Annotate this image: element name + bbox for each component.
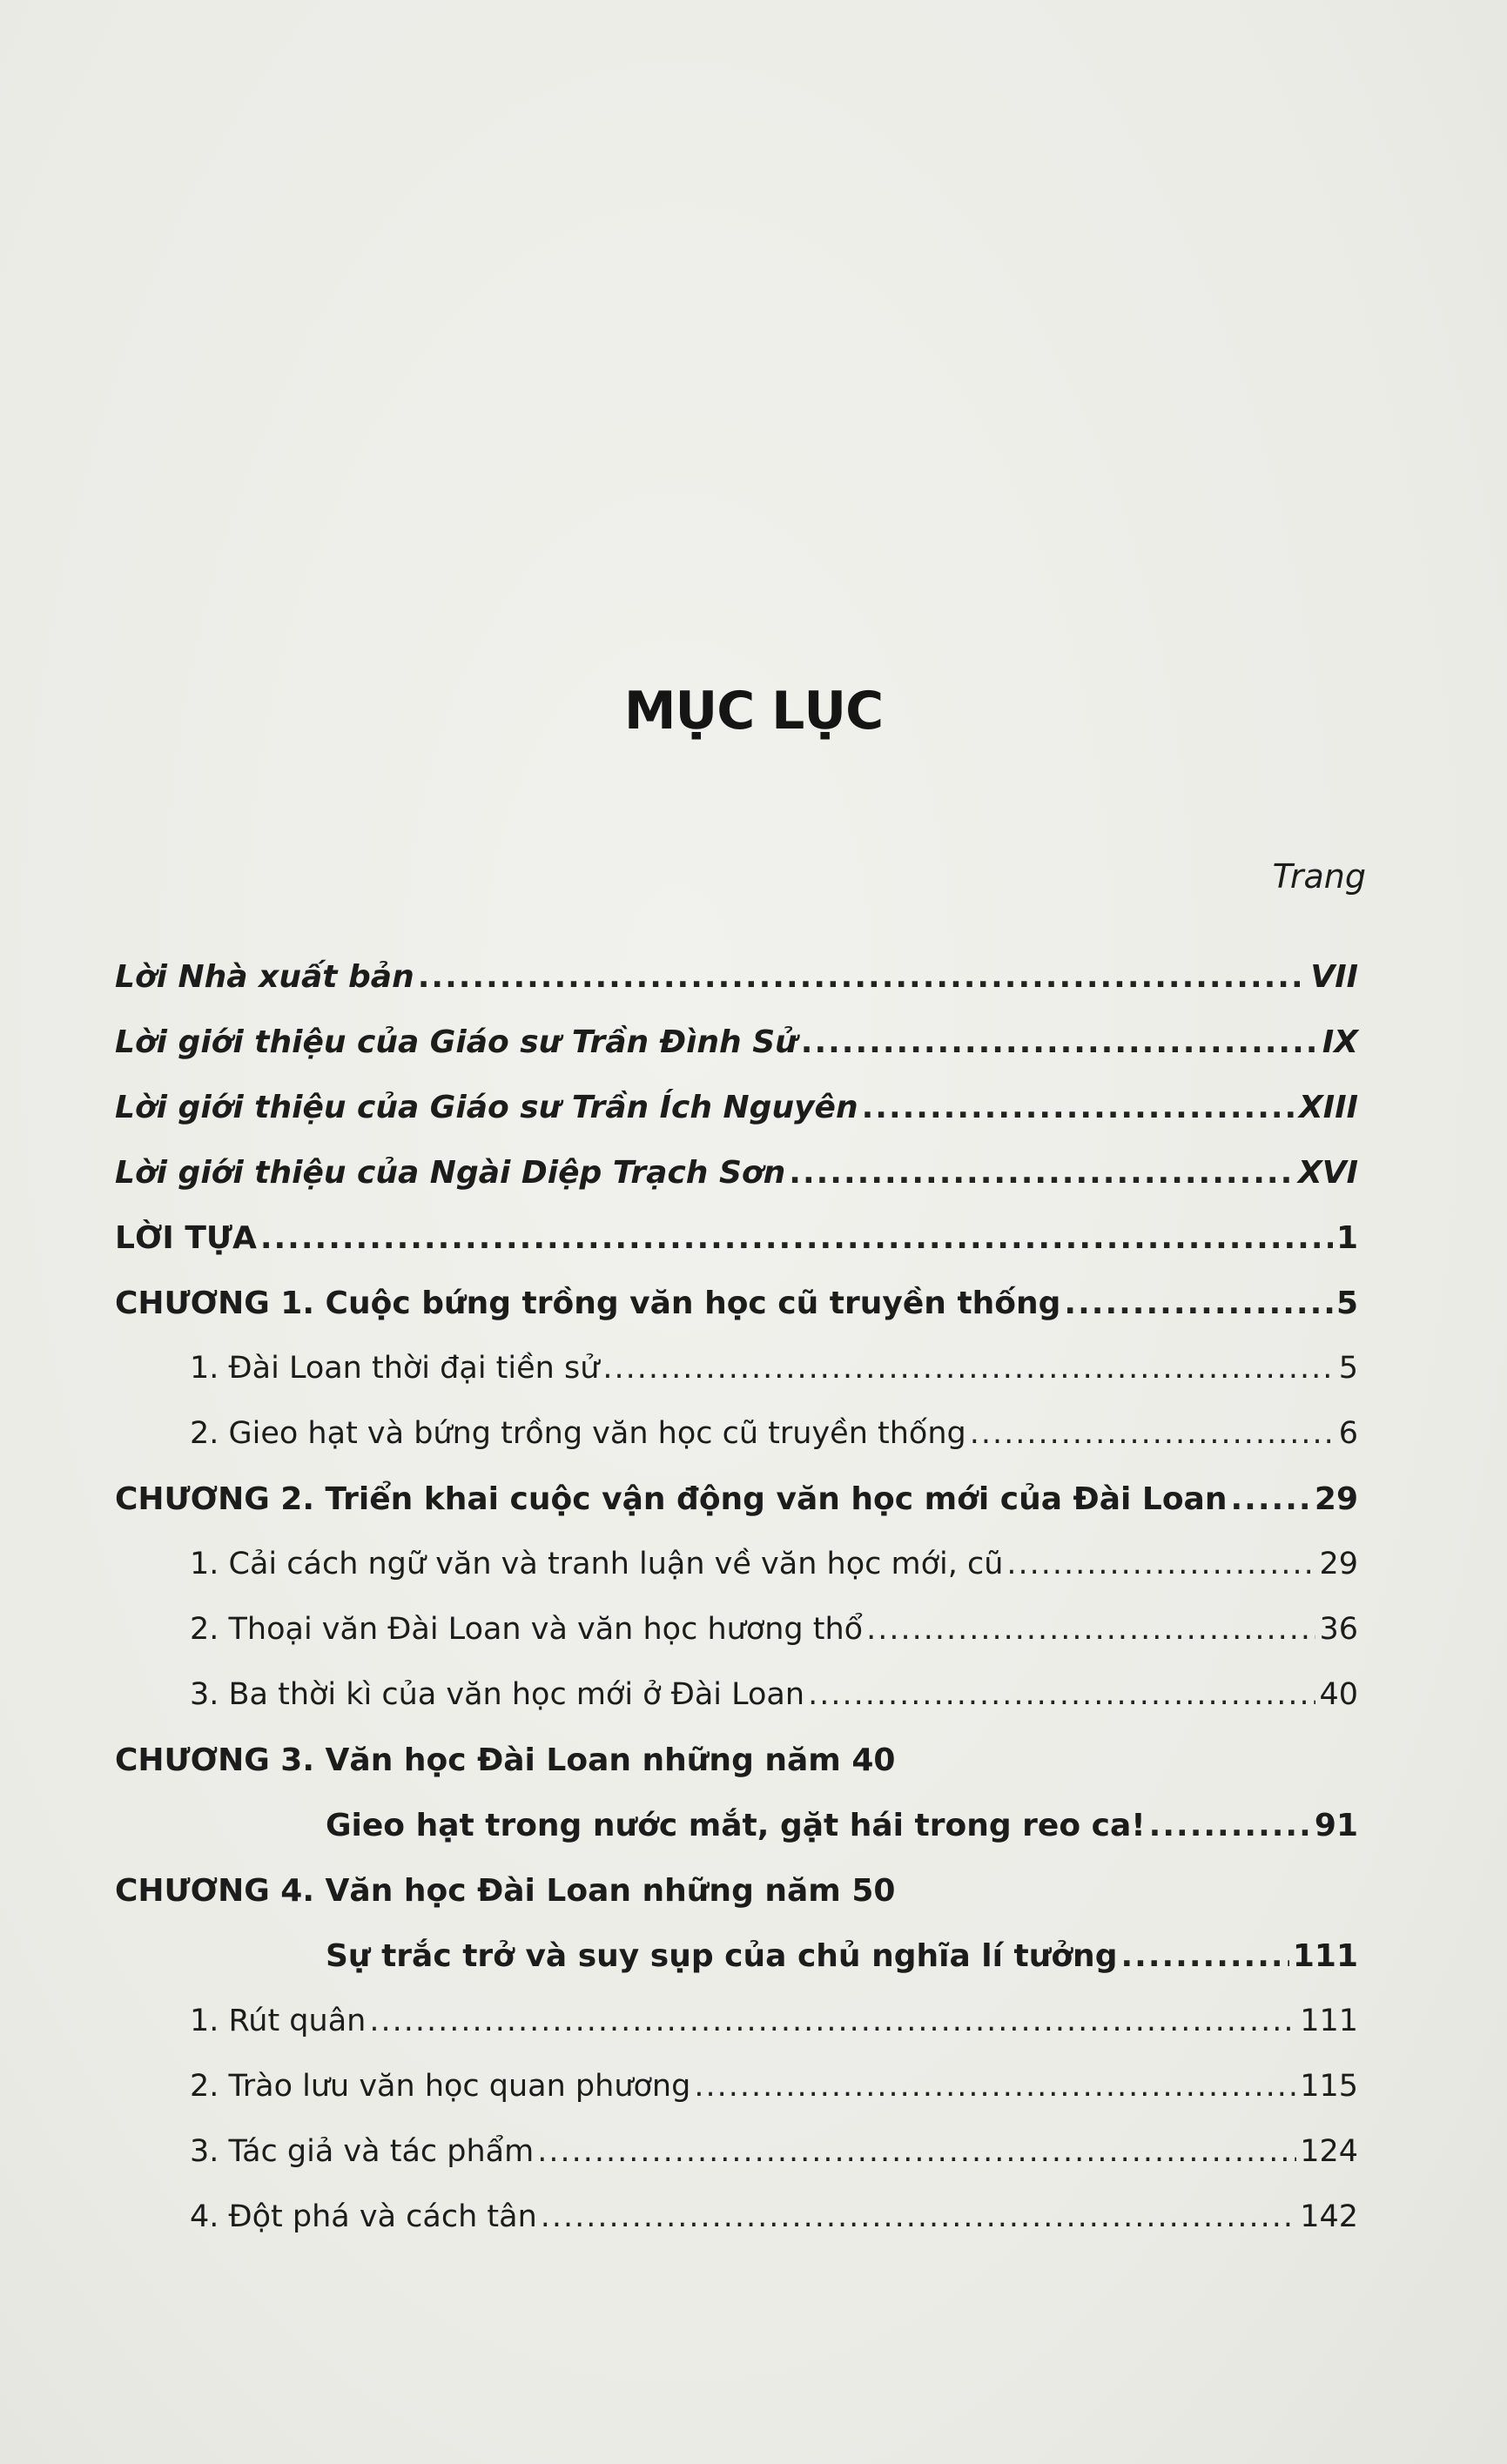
toc-entry-preface[interactable]: [115, 1205, 1358, 1271]
toc-chapter-2[interactable]: [115, 1467, 1358, 1532]
toc-entry-label: 4. Đột phá và cách tân: [190, 2199, 537, 2234]
dot-leader: [260, 1205, 1333, 1271]
toc-entry-label: Lời Nhà xuất bản: [115, 959, 414, 995]
toc-entry-page: 5: [1335, 1286, 1358, 1321]
dot-leader: [1064, 1271, 1333, 1336]
toc-entry-page: 91: [1314, 1808, 1358, 1843]
dot-leader: [862, 1075, 1295, 1140]
toc-section[interactable]: [115, 1532, 1358, 1597]
toc-entry-label: 1. Rút quân: [190, 2004, 367, 2038]
toc-entry[interactable]: [115, 944, 1358, 1010]
toc-entry-label: 1. Đài Loan thời đại tiền sử: [190, 1351, 600, 1386]
toc-entry-page: XIII: [1299, 1090, 1358, 1125]
show-through-text: [113, 287, 1367, 618]
toc-entry-page: 5: [1338, 1351, 1358, 1386]
toc-entry-label: Lời giới thiệu của Giáo sư Trần Đình Sử: [115, 1024, 797, 1060]
toc-entry-page: 36: [1319, 1612, 1358, 1647]
toc-entry-page: 124: [1300, 2134, 1358, 2169]
toc-entry-label: Lời giới thiệu của Giáo sư Trần Ích Nguyên: [115, 1090, 858, 1125]
toc-entry-label: CHƯƠNG 2. Triển khai cuộc vận động văn học mới của Đài Loan: [115, 1481, 1228, 1517]
toc-entry-page: 29: [1314, 1481, 1358, 1517]
toc-entry-page: 115: [1300, 2069, 1358, 2104]
toc-entry-label: CHƯƠNG 3. Văn học Đài Loan những năm 40: [115, 1742, 896, 1778]
toc-entry-label: CHƯƠNG 1. Cuộc bứng trồng văn học cũ truyền thống: [115, 1286, 1061, 1321]
toc-entry-page: 40: [1319, 1677, 1358, 1712]
toc-chapter-subtitle[interactable]: [115, 1924, 1358, 1989]
toc-entry-label: LỜI TỰA: [115, 1220, 257, 1256]
toc-entry-page: 142: [1300, 2199, 1358, 2234]
toc-entry-page: 1: [1335, 1220, 1358, 1256]
toc-entry-page: 111: [1292, 1938, 1358, 1974]
toc-chapter-3[interactable]: [115, 1728, 1358, 1793]
dot-leader: [1006, 1532, 1315, 1597]
toc-entry-label: 2. Trào lưu văn học quan phương: [190, 2069, 691, 2104]
toc-entry-label: Lời giới thiệu của Ngài Diệp Trạch Sơn: [115, 1155, 786, 1191]
dot-leader: [808, 1662, 1315, 1728]
toc-entry-label: Gieo hạt trong nước mắt, gặt hái trong reo ca!: [326, 1808, 1146, 1843]
toc-entry[interactable]: [115, 1075, 1358, 1140]
dot-leader: [1120, 1924, 1288, 1989]
toc-entry-label: CHƯƠNG 4. Văn học Đài Loan những năm 50: [115, 1873, 896, 1909]
page-title: MỤC LỤC: [623, 681, 884, 742]
toc-section[interactable]: [115, 1989, 1358, 2054]
dot-leader: [970, 1401, 1335, 1467]
toc-entry-label: Sự trắc trở và suy sụp của chủ nghĩa lí tưởng: [326, 1938, 1118, 1974]
toc-chapter-subtitle[interactable]: [115, 1793, 1358, 1858]
dot-leader: [1149, 1793, 1311, 1858]
toc-entry-page: VII: [1310, 959, 1358, 995]
dot-leader: [866, 1597, 1315, 1662]
toc-entry-label: 3. Tác giả và tác phẩm: [190, 2134, 535, 2169]
toc-entry-page: IX: [1322, 1024, 1358, 1060]
dot-leader: [537, 2119, 1296, 2185]
dot-leader: [1230, 1467, 1310, 1532]
page-column-label: Trang: [1272, 857, 1366, 896]
toc-entry-page: XVI: [1297, 1155, 1358, 1191]
toc-entry-page: 29: [1319, 1547, 1358, 1581]
toc-entry-page: 111: [1300, 2004, 1358, 2038]
toc-section[interactable]: [115, 1662, 1358, 1728]
toc-section[interactable]: [115, 2185, 1358, 2250]
dot-leader: [418, 944, 1308, 1010]
dot-leader: [694, 2054, 1296, 2119]
toc-entry-label: 2. Gieo hạt và bứng trồng văn học cũ truyền thống: [190, 1416, 966, 1451]
toc-entry-page: 6: [1338, 1416, 1358, 1451]
toc-entry[interactable]: [115, 1140, 1358, 1205]
toc-section[interactable]: [115, 1597, 1358, 1662]
table-of-contents: [115, 944, 1358, 2250]
toc-section[interactable]: [115, 2119, 1358, 2185]
toc-chapter-1[interactable]: [115, 1271, 1358, 1336]
toc-entry[interactable]: [115, 1010, 1358, 1075]
toc-section[interactable]: [115, 1336, 1358, 1401]
dot-leader: [801, 1010, 1319, 1075]
dot-leader: [789, 1140, 1295, 1205]
dot-leader: [369, 1989, 1296, 2054]
toc-entry-label: 2. Thoại văn Đài Loan và văn học hương thổ: [190, 1612, 864, 1647]
toc-section[interactable]: [115, 1401, 1358, 1467]
toc-chapter-4[interactable]: [115, 1858, 1358, 1924]
dot-leader: [602, 1336, 1335, 1401]
toc-entry-label: 3. Ba thời kì của văn học mới ở Đài Loan: [190, 1677, 805, 1712]
dot-leader: [541, 2185, 1296, 2250]
toc-entry-label: 1. Cải cách ngữ văn và tranh luận về văn học mới, cũ: [190, 1547, 1004, 1581]
toc-section[interactable]: [115, 2054, 1358, 2119]
